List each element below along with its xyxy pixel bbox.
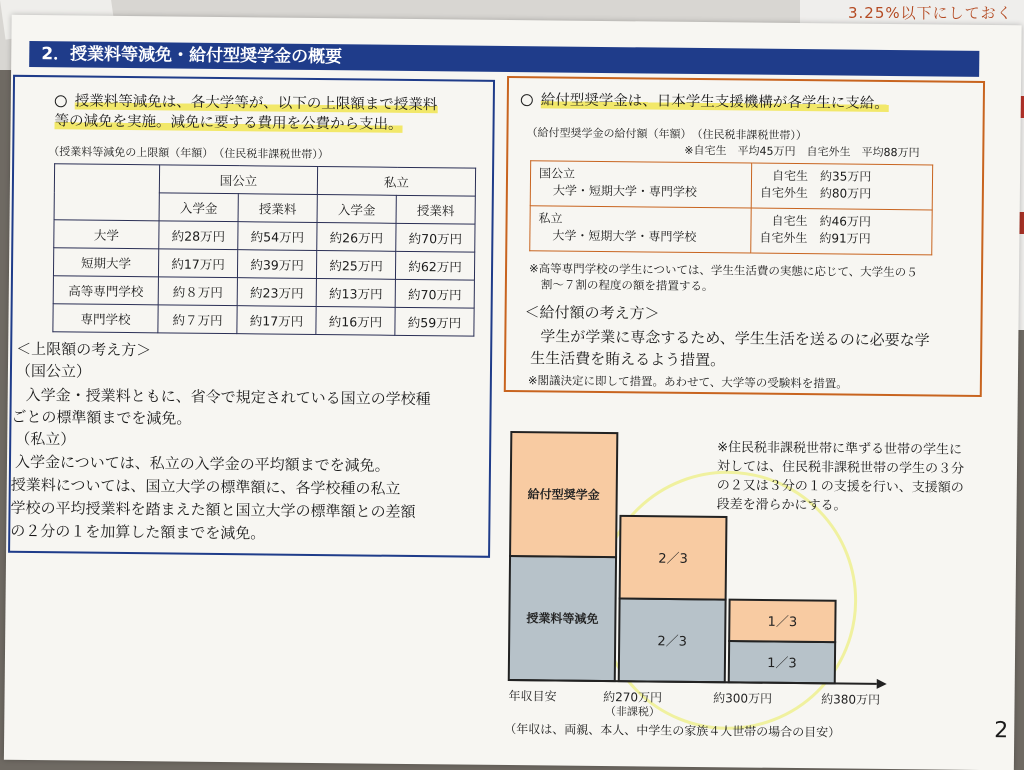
kosen-note: ※高等専門学校の学生については、学生生活費の実態に応じて、大学生の５ xyxy=(528,261,918,280)
table-sub-header: 授業料 xyxy=(396,195,475,224)
chart-note-line: 段差を滑らかにする。 xyxy=(716,497,847,514)
table-cell: 約16万円 xyxy=(316,306,395,335)
table-group-header: 私立 xyxy=(317,166,475,196)
away-amount: 約80万円 xyxy=(819,186,872,201)
bar-label: 1／3 xyxy=(767,656,797,672)
table-cell: 約７万円 xyxy=(158,305,237,334)
x-tick-label: 約270万円 xyxy=(603,690,663,705)
school-type: 私立 xyxy=(538,211,563,226)
benefit-approach-text: 生生活費を賄えるよう措置。 xyxy=(530,349,726,370)
table-sub-header: 入学金 xyxy=(317,194,396,223)
bar-label: 2／3 xyxy=(657,634,688,650)
table-cell: 約17万円 xyxy=(158,249,237,278)
section-title: 2．授業料等減免・給付型奨学金の概要 xyxy=(29,41,979,77)
private-text: の２分の１を加算した額までを減免。 xyxy=(10,521,266,543)
table-group-header: 国公立 xyxy=(159,165,317,195)
x-axis-label: 年収目安 xyxy=(508,689,557,704)
home-label: 自宅生 xyxy=(771,213,808,229)
series-label: 授業料等減免 xyxy=(526,611,599,626)
private-text: 入学金については、私立の入学金の平均額までを減免。 xyxy=(14,452,390,475)
series-label: 給付型奨学金 xyxy=(527,487,600,502)
table-cell: 約28万円 xyxy=(159,221,238,250)
chart-note xyxy=(717,438,1018,517)
income-footnote: （年収は、両親、本人、中学生の家族４人世帯の場合の目安） xyxy=(504,721,841,740)
bar-label: 1／3 xyxy=(767,614,798,631)
x-axis-arrow-icon xyxy=(877,679,887,689)
table-cell: 約23万円 xyxy=(237,278,316,307)
row-label: 大学 xyxy=(54,220,159,249)
chart-note-line: の２又は３分の１の支援を行い、支援額の xyxy=(716,478,964,496)
background-right-heading: 3.25%以下にしておく xyxy=(848,4,1013,22)
away-amount: 約91万円 xyxy=(819,231,871,246)
table-cell: 約62万円 xyxy=(395,251,474,280)
page-number: 2 xyxy=(994,718,1009,744)
private-text: 学校の平均授業料を踏まえた額と国立大学の標準額との差額 xyxy=(10,498,416,522)
private-label: （私立） xyxy=(15,429,76,449)
lead-line: 等の減免を実施。減免に要する費用を公費から支出。 xyxy=(54,113,403,133)
table-cell: 約39万円 xyxy=(237,250,316,279)
x-tick-note: （非課税） xyxy=(604,705,660,719)
table-cell: 約54万円 xyxy=(238,222,317,251)
bar-label: 2／3 xyxy=(658,551,688,567)
x-tick-label: 約380万円 xyxy=(821,692,881,707)
benefit-approach-heading: ＜給付額の考え方＞ xyxy=(524,303,660,323)
kosen-note: 割～７割の程度の額を措置する。 xyxy=(540,277,714,294)
table-cell: 約26万円 xyxy=(317,222,396,251)
row-label: 短期大学 xyxy=(53,248,158,277)
scholarship-average: ※自宅生 平均45万円 自宅外生 平均88万円 xyxy=(684,143,920,160)
support-step-chart xyxy=(4,15,1022,770)
chart-note-line: ※住民税非課税世帯に準ずる世帯の学生に xyxy=(717,440,963,458)
table-sub-header: 授業料 xyxy=(238,194,317,223)
row-label: 高等専門学校 xyxy=(53,276,158,305)
table-cell: 約70万円 xyxy=(396,223,475,252)
school-list: 大学・短期大学・専門学校 xyxy=(552,228,697,244)
private-text: 授業料については、国立大学の標準額に、各学校種の私立 xyxy=(10,475,401,498)
home-label: 自宅生 xyxy=(771,168,809,184)
x-tick-label: 約300万円 xyxy=(713,691,773,706)
home-amount: 約35万円 xyxy=(820,169,872,184)
table-cell: 約70万円 xyxy=(395,279,474,308)
benefit-approach-text: 学生が学業に専念するため、学生生活を送るのに必要な学 xyxy=(540,327,930,350)
table-caption: （授業料等減免の上限額（年額） （住民税非課税世帯）） xyxy=(48,145,329,162)
national-text: ごとの標準額までを減免。 xyxy=(11,407,192,428)
scholarship-caption: （給付型奨学金の給付額（年額） （住民税非課税世帯）） xyxy=(526,126,808,143)
away-label: 自宅外生 xyxy=(759,185,808,201)
lead-line: 給付型奨学金は、日本学生支援機構が各学生に支給。 xyxy=(540,92,889,112)
table-cell: 約25万円 xyxy=(316,250,395,279)
school-type: 国公立 xyxy=(538,166,576,181)
lead-line: 授業料等減免は、各大学等が、以下の上限額まで授業料 xyxy=(74,93,438,114)
document-page xyxy=(4,15,1022,770)
table-cell: 約17万円 xyxy=(237,306,316,335)
chart-note-line: 対しては、住民税非課税世帯の学生の３分 xyxy=(716,459,965,477)
cabinet-note: ※閣議決定に即して措置。あわせて、大学等の受験料を措置。 xyxy=(527,373,848,391)
national-label: （国公立） xyxy=(15,361,92,381)
table-cell: 約13万円 xyxy=(316,278,395,307)
home-amount: 約46万円 xyxy=(819,214,871,229)
table-sub-header: 入学金 xyxy=(159,193,238,222)
row-label: 専門学校 xyxy=(53,304,158,333)
school-list: 大学・短期大学・専門学校 xyxy=(552,183,697,199)
table-cell: 約59万円 xyxy=(395,307,474,336)
approach-heading: ＜上限額の考え方＞ xyxy=(16,339,152,360)
national-text: 入学金・授業料ともに、省令で規定されている国立の学校種 xyxy=(25,385,431,409)
table-cell: 約８万円 xyxy=(158,277,237,306)
away-label: 自宅外生 xyxy=(759,230,808,246)
